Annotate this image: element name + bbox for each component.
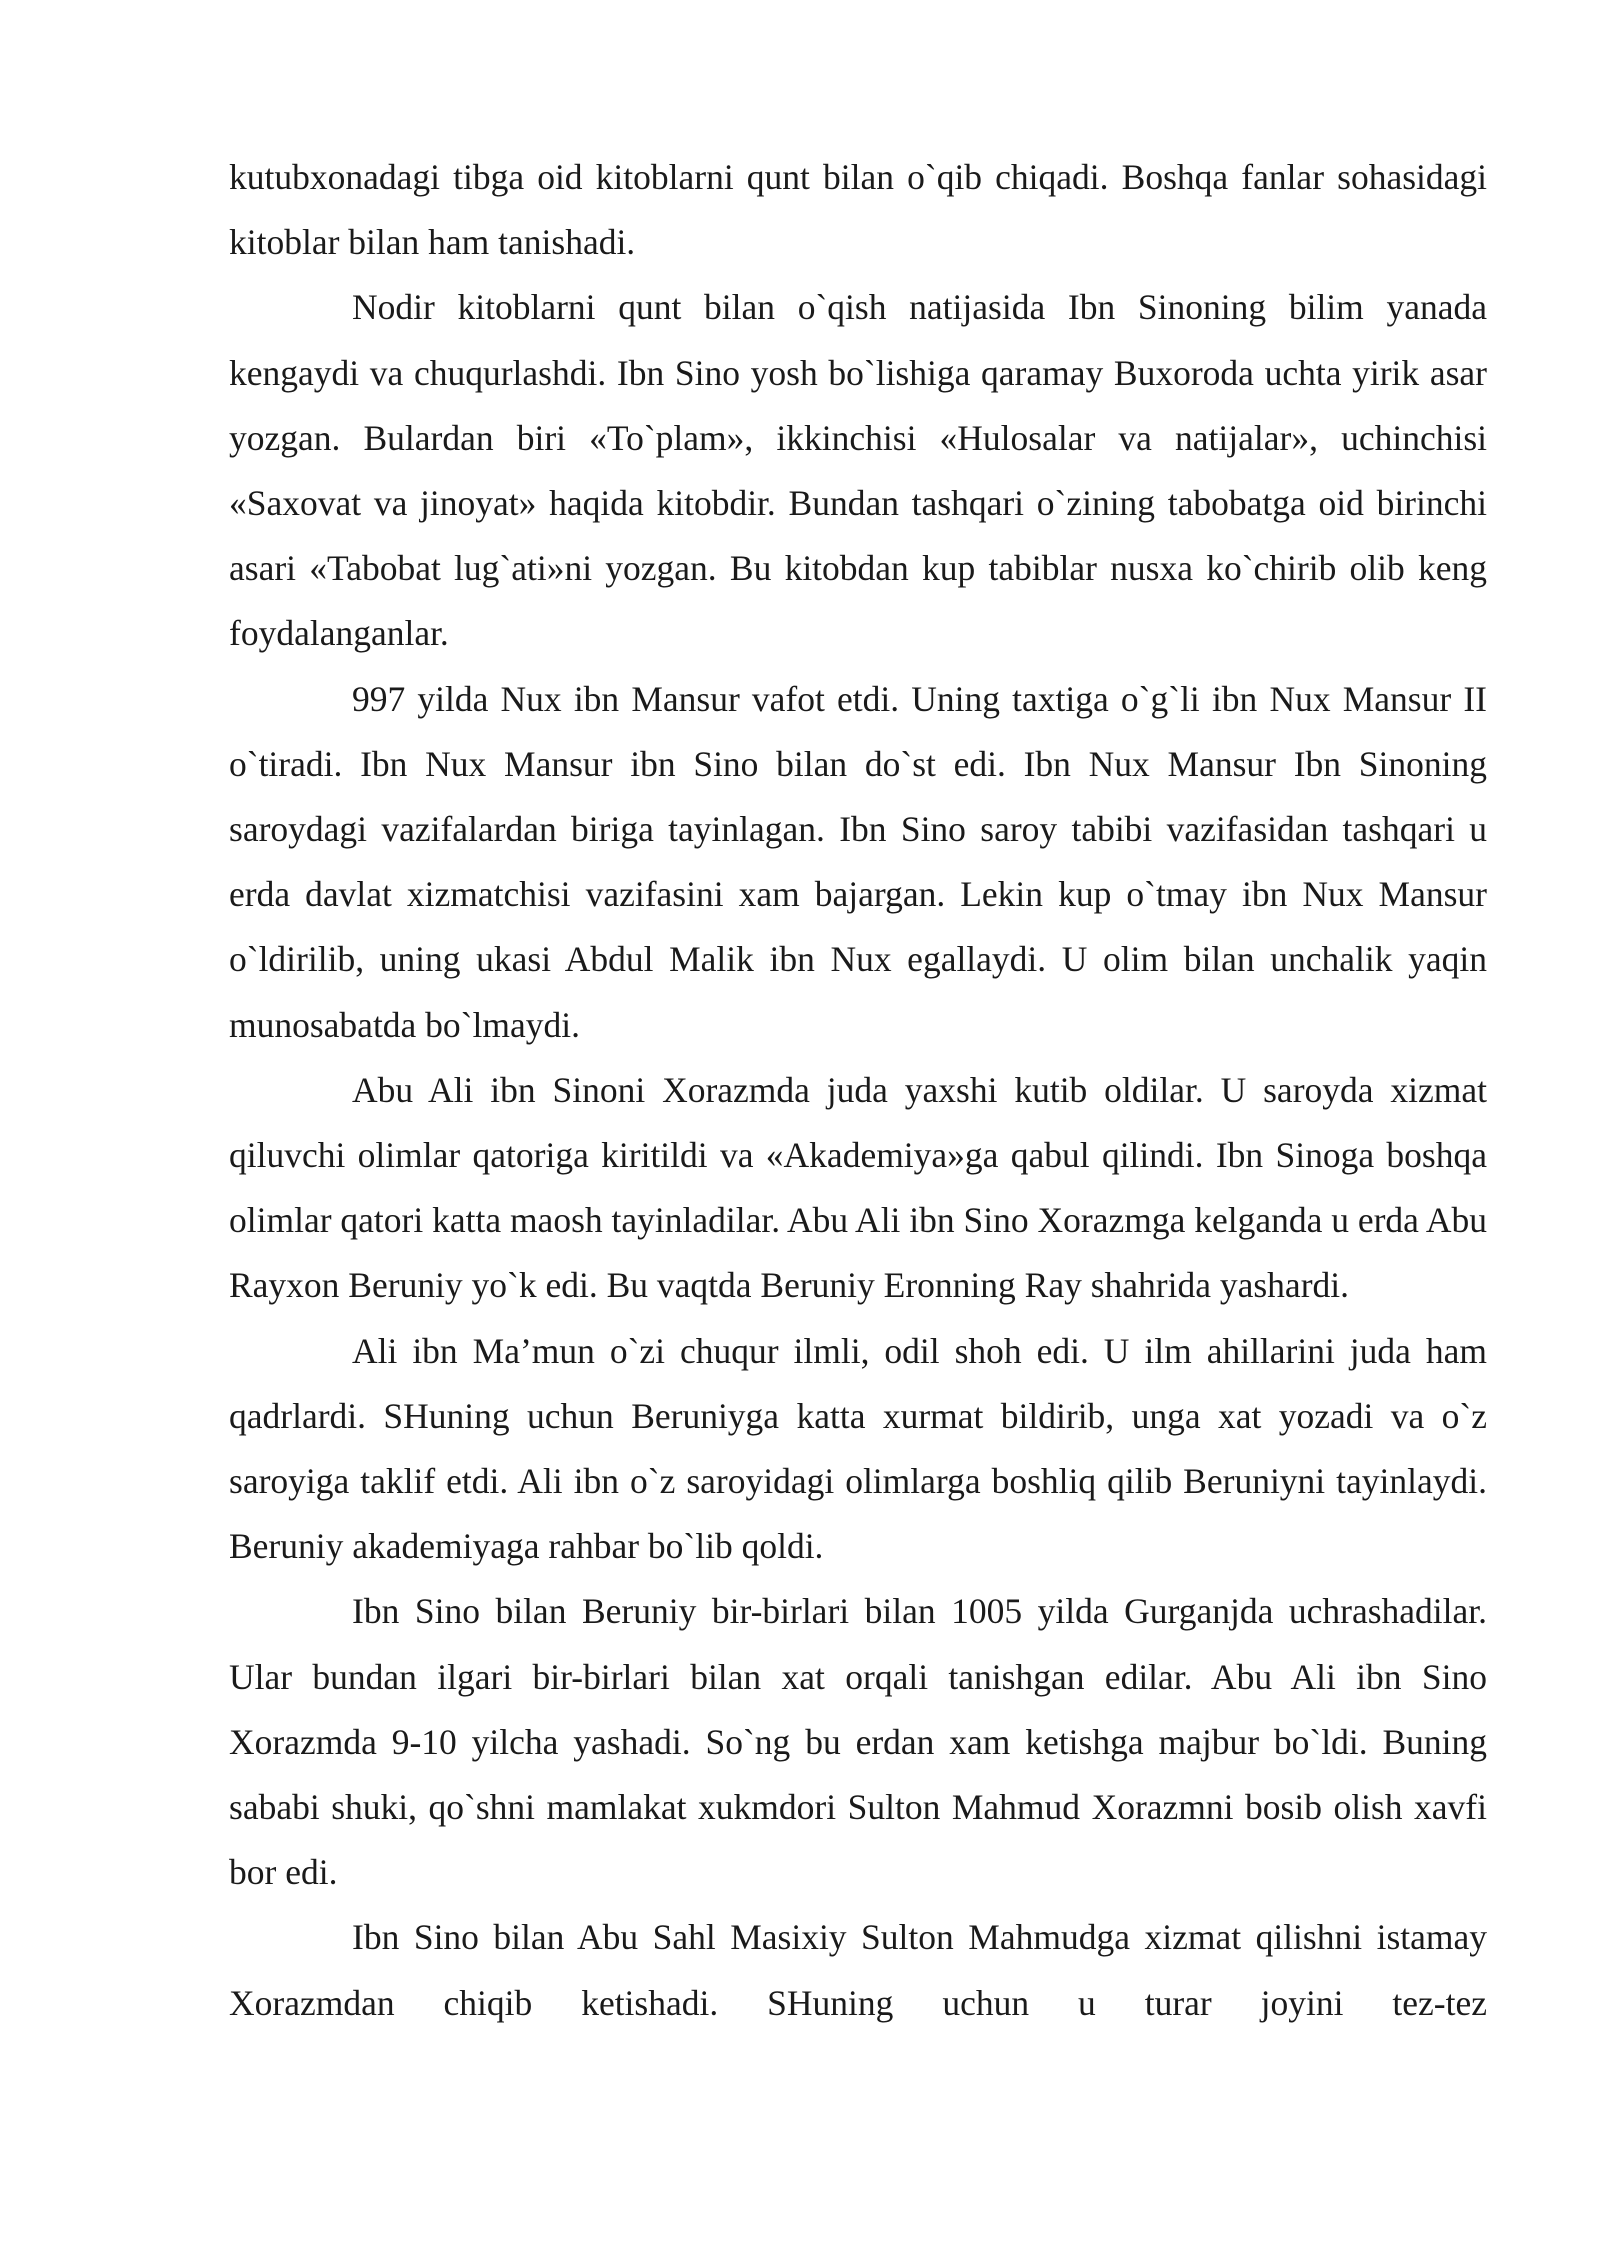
paragraph: 997 yilda Nux ibn Mansur vafot etdi. Uning taxtiga o`g`li ibn Nux Mansur II o`tiradi. Ibn Nux Mansur ibn Sino bilan do`st edi. Ibn Nux Mansur Ibn Sinoning saroydagi vazifalardan biriga tayinlagan. Ibn Sino saroy tabibi vazifasidan tashqari u erda davlat xizmatchisi vazifasini xam bajargan. Lekin kup o`tmay ibn Nux Mansur o`ldirilib, uning ukasi Abdul Malik ibn Nux egallaydi. U olim bilan unchalik yaqin munosabatda bo`lmaydi. xyxy=(229,678,1487,1045)
paragraph: Ali ibn Ma’mun o`zi chuqur ilmli, odil shoh edi. U ilm ahillarini juda ham qadrlardi. SHuning uchun Beruniyga katta xurmat bildirib, unga xat yozadi va o`z saroyiga taklif etdi. Ali ibn o`z saroyidagi olimlarga boshliq qilib Beruniyni tayinlaydi. Beruniy akademiyaga rahbar bo`lib qoldi. xyxy=(229,1330,1487,1567)
paragraph: Nodir kitoblarni qunt bilan o`qish natijasida Ibn Sinoning bilim yanada kengaydi va chuqurlashdi. Ibn Sino yosh bo`lishiga qaramay Buxoroda uchta yirik asar yozgan. Bulardan biri «To`plam», ikkinchisi «Hulosalar va natijalar», uchinchisi «Saxovat va jinoyat» haqida kitobdir. Bundan tashqari o`zining tabobatga oid birinchi asari «Tabobat lug`ati»ni yozgan. Bu kitobdan kup tabiblar nusxa ko`chirib olib keng foydalanganlar. xyxy=(229,287,1487,654)
document-body xyxy=(229,145,1487,2036)
paragraph: Ibn Sino bilan Beruniy bir-birlari bilan 1005 yilda Gurganjda uchrashadilar. Ular bundan ilgari bir-birlari bilan xat orqali tanishgan edilar. Abu Ali ibn Sino Xorazmda 9-10 yilcha yashadi. So`ng bu erdan xam ketishga majbur bo`ldi. Buning sababi shuki, qo`shni mamlakat xukmdori Sulton Mahmud Xorazmni bosib olish xavfi bor edi. xyxy=(229,1591,1487,1893)
paragraph: kutubxonadagi tibga oid kitoblarni qunt bilan o`qib chiqadi. Boshqa fanlar sohasidagi kitoblar bilan ham tanishadi. xyxy=(229,157,1487,263)
paragraph: Ibn Sino bilan Abu Sahl Masixiy Sulton Mahmudga xizmat qilishni istamay Xorazmdan chiqib ketishadi. SHuning uchun u turar joyini tez-tez xyxy=(229,1917,1487,2023)
paragraph: Abu Ali ibn Sinoni Xorazmda juda yaxshi kutib oldilar. U saroyda xizmat qiluvchi olimlar qatoriga kiritildi va «Akademiya»ga qabul qilindi. Ibn Sinoga boshqa olimlar qatori katta maosh tayinladilar. Abu Ali ibn Sino Xorazmga kelganda u erda Abu Rayxon Beruniy yo`k edi. Bu vaqtda Beruniy Eronning Ray shahrida yashardi. xyxy=(229,1069,1487,1306)
